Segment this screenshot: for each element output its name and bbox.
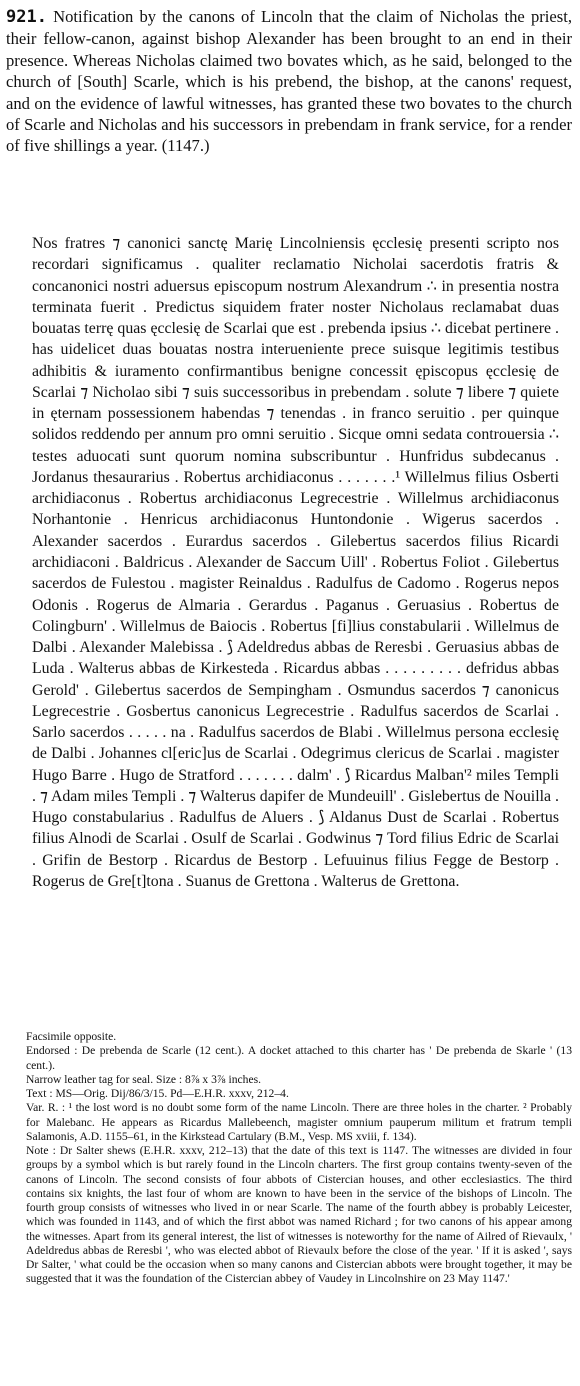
entry-number: 921. (6, 7, 47, 27)
entry-summary: Notification by the canons of Lincoln that the claim of Nicholas the priest, their fellow-canon, against bishop Alexander has been brought to an end in their presence. Whereas Nicholas claimed two bovates which, as he said, belonged to the church of [South] Scarle, which is his prebend, the bishop, at the canons' request, and on the evidence of lawful witnesses, has granted these two bovates to the church of Scarle and Nicholas and his successors in prebendam in frank service, for a render of five shillings a year. (1147.) (6, 7, 572, 156)
tag-note: Narrow leather tag for seal. Size : 8⅞ x 3⅞ inches. (26, 1072, 262, 1086)
text-note: Text : MS—Orig. Dij/86/3/15. Pd—E.H.R. xxxv, 212–4. (26, 1087, 289, 1100)
commentary-note: Note : Dr Salter shews (E.H.R. xxxv, 212–13) that the date of this text is 1147. The witnesses are divided in four groups by a symbol which is but rarely found in the Lincoln charters. The first group contains twenty-seven of the canons of Lincoln. The second consists of four abbots of Cistercian houses, and other ecclesiastics. The third contains six knights, the last four of whom are known to have been in the service of the bishops of Lincoln. The fourth group consists of witnesses who lived in or near Scarle. The name of the fourth abbey is probably Leicester, which was founded in 1143, and of which the first abbot was named Richard ; for two canons of his appear among the witnesses. Apart from its general interest, the list of witnesses is noteworthy for the name of Ailred of Rievaulx, ' Adeldredus abbas de Reresbi ', who was elected abbot of Rievaulx before the close of the year. ' If it is asked ', says Dr Salter, ' what could be the occasion when so many canons and Cistercian abbots were brought together, it may be suggested that it was the foundation of the Cistercian abbey of Vaudey in Lincolnshire on 23 May 1147.' (26, 1144, 572, 1286)
endorsed-note: Endorsed : De prebenda de Scarle (12 cent.). A docket attached to this charter has ' De prebenda de Skarle ' (13 cent.). (26, 1044, 572, 1072)
variant-readings-note: Var. R. : ¹ the lost word is no doubt some form of the name Lincoln. There are three holes in the charter. ² Probably for Malebanc. He appears as Ricardus Mallebeench, magister omnium pauperum militum et fratrum templi Salamonis, A.D. 1155–61, in the Kirkstead Cartulary (B.M., Vesp. MS xviii, f. 134). (26, 1101, 572, 1143)
editorial-notes (6, 1030, 572, 1287)
charter-text: Nos fratres ⁊ canonici sanctę Marię Lincolniensis ęcclesię presenti scripto nos recordari significamus . qualiter reclamatio Nicholai sacerdotis fratris & concanonici nostri aduersus episcopum nostrum Alexandrum ∴ in presentia nostra terminata fuerit . Predictus siquidem frater noster Nicholaus reclamabat duas bouatas terrę quas ęcclesię de Scarlai que est . prebenda ipsius ∴ dicebat pertinere . has uidelicet duas bouatas nostra interueniente prece suisque legitimis testibus adhibitis & iuramento confirmantibus benigne concessit ępiscopus ęcclesię de Scarlai ⁊ Nicholao sibi ⁊ suis successoribus in prebendam . solute ⁊ libere ⁊ quiete in ęternam possessionem habendas ⁊ tenendas . in franco seruitio . per quinque solidos reddendo per annum pro omni seruitio . Sicque omni sedata controuersia ∴ testes aduocati sunt quorum nomina subscribuntur . Hunfridus subdecanus . Jordanus thesaurarius . Robertus archidiaconus . . . . . . .¹ Willelmus filius Osberti archidiaconus . Robertus archidiaconus Legrecestrie . Willelmus archidiaconus Norhantonie . Henricus archidiaconus Huntondonie . Wigerus sacerdos . Alexander sacerdos . Eurardus sacerdos . Gilebertus sacerdos filius Ricardi archidiaconi . Baldricus . Alexander de Saccum Uill' . Robertus Foliot . Gilebertus sacerdos de Fulestou . magister Reinaldus . Radulfus de Cadomo . Rogerus nepos Odonis . Rogerus de Almaria . Gerardus . Paganus . Geruasius . Robertus de Colingburn' . Willelmus de Baiocis . Robertus [fi]lius constabularii . Willelmus de Dalbi . Alexander Malebissa . ⟆ Adeldredus abbas de Reresbi . Geruasius abbas de Luda . Walterus abbas de Kirkesteda . Ricardus abbas . . . . . . . . . defridus abbas Gerold' . Gilebertus sacerdos de Sempingham . Osmundus sacerdos ⁊ canonicus Legrecestrie . Gosbertus canonicus Legrecestrie . Radulfus sacerdos de Scarlai . Sarlo sacerdos . . . . . na . Radulfus sacerdos de Blabi . Willelmus persona ecclesię de Dalbi . Johannes cl[eric]us de Scarlai . Odegrimus clericus de Scarlai . magister Hugo Barre . Hugo de Stratford . . . . . . . dalm' . ⟆ Ricardus Malban'² miles Templi . ⁊ Adam miles Templi . ⁊ Walterus dapifer de Mundeuill' . Gislebertus de Nouilla . Hugo constabularius . Radulfus de Aluers . ⟆ Aldanus Dust de Scarlai . Robertus filius Alnodi de Scarlai . Osulf de Scarlai . Godwinus ⁊ Tord filius Edric de Scarlai . Grifin de Bestorp . Ricardus de Bestorp . Lefuuinus filius Fegge de Bestorp . Rogerus de Gre[t]tona . Suanus de Grettona . Walterus de Grettona. (32, 235, 559, 890)
entry-heading (6, 6, 572, 157)
facsimile-note: Facsimile opposite. (26, 1030, 117, 1043)
